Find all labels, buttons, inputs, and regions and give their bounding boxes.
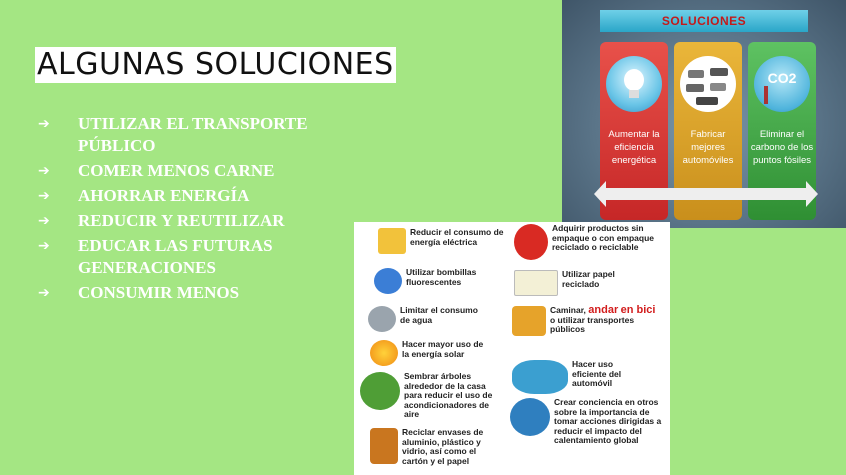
cars-icon [680,56,736,112]
tomato-icon [514,224,548,260]
paper-icon [514,270,558,296]
double-arrow-icon [606,188,806,200]
tip-item: Reducir el consumo de energía eléctrica [378,228,510,254]
tip-item: Hacer mayor uso de la energía solar [370,340,492,366]
arrow-icon: ➔ [38,116,50,132]
globe-icon [510,398,550,436]
card-label: Aumentar la eficiencia energética [608,129,660,166]
tip-item: Utilizar bombillas fluorescentes [374,268,486,294]
car-icon [512,360,568,394]
tip-item: Adquirir productos sin empaque o con empaque reciclado o reciclable [514,224,664,260]
bus-icon [512,306,546,336]
house-trees-icon [360,372,400,410]
tips-image [354,222,670,475]
tip-item: Limitar el consumo de agua [368,306,490,332]
walk-tip-text: Caminar, andar en bici o utilizar transportes públicos [550,304,656,334]
arrow-icon: ➔ [38,285,50,301]
arrow-icon: ➔ [38,213,50,229]
arrow-icon: ➔ [38,163,50,179]
soluciones-image [562,0,846,228]
switch-icon [378,228,406,254]
list-item: ➔ UTILIZAR EL TRANSPORTE PÚBLICO [38,114,308,155]
co2-icon: CO2 [754,56,810,112]
arrow-icon: ➔ [38,188,50,204]
tip-item [512,306,662,336]
list-item: ➔ CONSUMIR MENOS [38,283,240,302]
card-label: Fabricar mejores automóviles [682,129,734,166]
faucet-icon [368,306,396,332]
lightbulb-icon [606,56,662,112]
soluciones-banner: SOLUCIONES [600,10,808,32]
tip-item: Reciclar envases de aluminio, plástico y vidrio, así como el cartón y el papel [370,428,494,466]
card-label: Eliminar el carbono de los puntos fósiles [750,129,814,166]
slide-title: ALGUNAS SOLUCIONES [37,47,394,82]
tip-item: Utilizar papel reciclado [514,270,622,296]
tip-item: Sembrar árboles alrededor de la casa para reducir el uso de acondicionadores de aire [360,372,499,420]
list-item: ➔ EDUCAR LAS FUTURAS GENERACIONES [38,236,273,277]
sun-icon [370,340,398,366]
list-item: ➔ AHORRAR ENERGÍA [38,186,250,205]
arrow-icon: ➔ [38,238,50,254]
solutions-list [38,113,358,307]
list-item: ➔ REDUCIR Y REUTILIZAR [38,211,285,230]
lightbulb-icon [374,268,402,294]
can-icon [370,428,398,464]
tip-item: Hacer uso eficiente del automóvil [512,360,626,394]
tip-item: Crear conciencia en otros sobre la importancia de tomar acciones dirigidas a reducir el impacto del calentamiento global [510,398,672,446]
list-item: ➔ COMER MENOS CARNE [38,161,275,180]
